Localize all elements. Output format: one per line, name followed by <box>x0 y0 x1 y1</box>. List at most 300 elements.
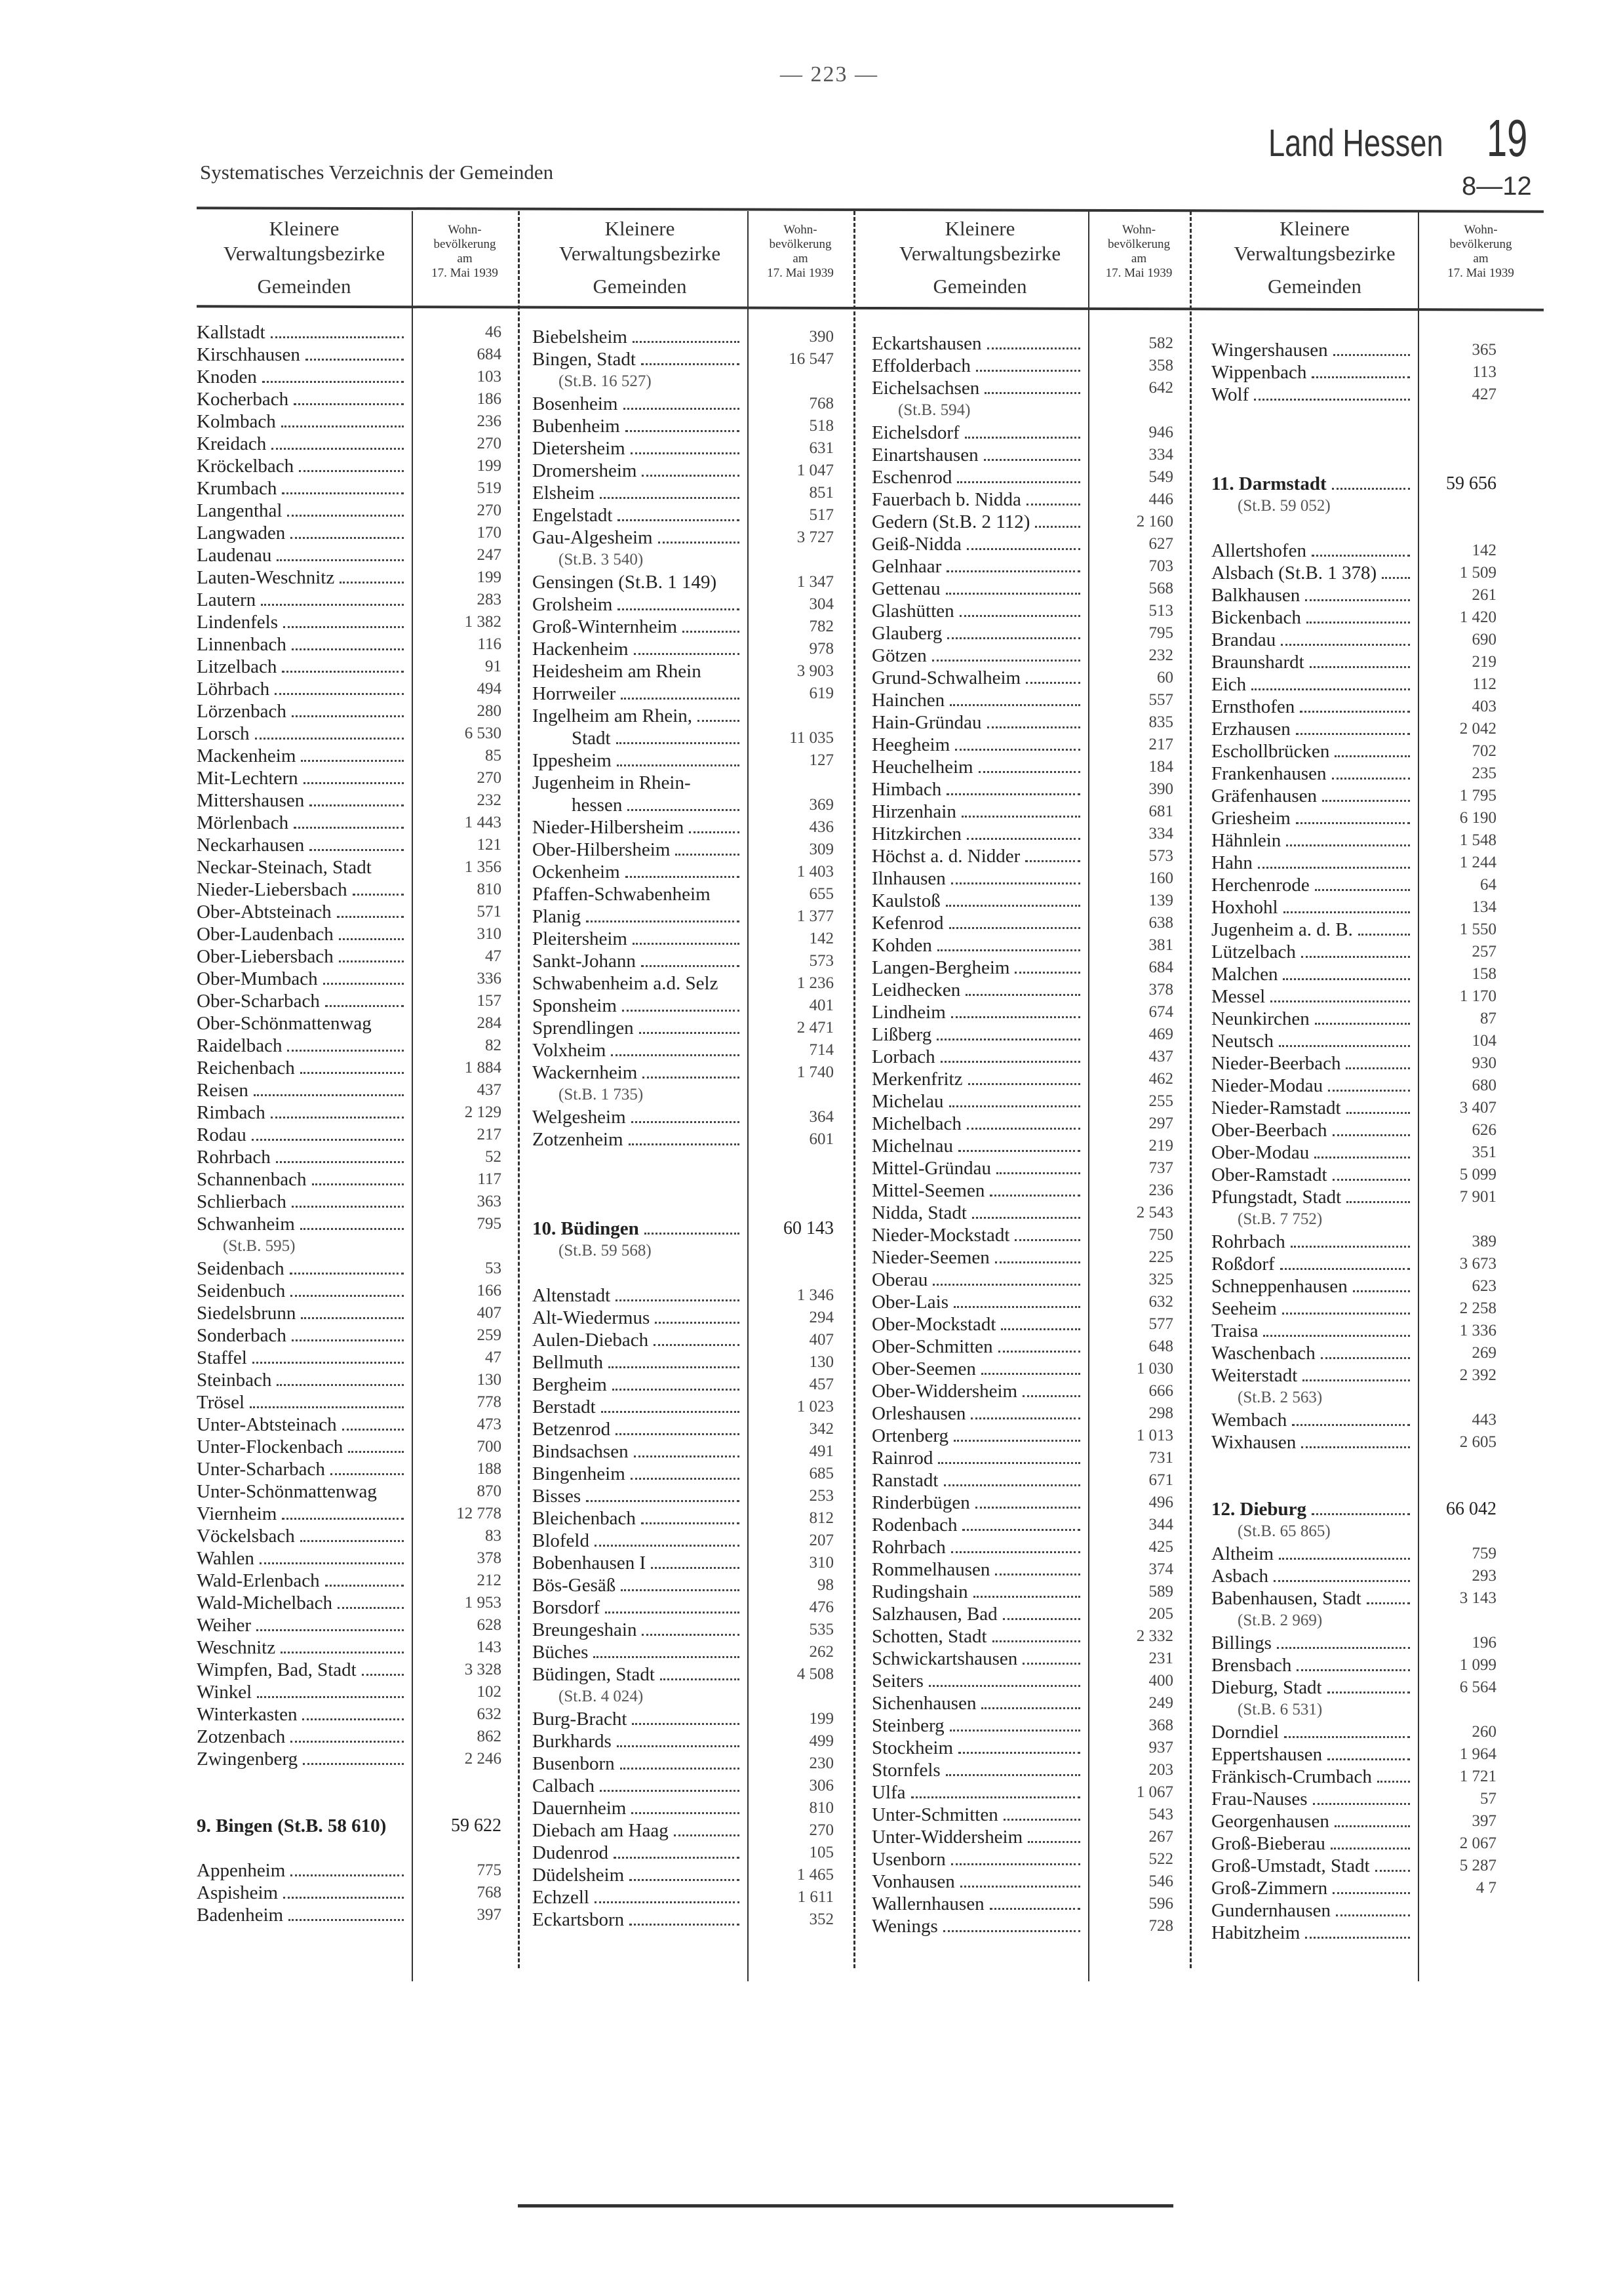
population-value: 64 <box>1480 876 1496 894</box>
dot-leader <box>1297 1669 1410 1671</box>
population-value: 2 246 <box>464 1750 501 1768</box>
municipality-name: Allertshofen <box>1211 540 1306 561</box>
table-row <box>532 1864 834 1886</box>
population-value: 491 <box>809 1442 834 1460</box>
table-row <box>1211 384 1496 406</box>
population-value: 407 <box>809 1331 834 1349</box>
municipality-name: Grolsheim <box>532 594 613 615</box>
population-value: 573 <box>1148 847 1173 865</box>
census-note-row <box>532 1084 743 1106</box>
population-value: 205 <box>1148 1605 1173 1623</box>
dot-leader <box>340 582 404 584</box>
dot-leader <box>967 548 1080 550</box>
population-value: 336 <box>477 970 501 987</box>
table-row <box>872 734 1173 756</box>
population-value: 260 <box>1472 1723 1496 1741</box>
table-row <box>197 678 501 700</box>
dot-leader <box>1302 1379 1410 1381</box>
municipality-name: Sponsheim <box>532 995 617 1016</box>
municipality-name: Eppertshausen <box>1211 1744 1323 1765</box>
municipality-name: Ober-Scharbach <box>197 991 320 1012</box>
table-row <box>197 1859 501 1882</box>
municipality-name: Wahlen <box>197 1548 254 1569</box>
municipality-name: Ober-Mockstadt <box>872 1314 996 1335</box>
population-value: 768 <box>477 1884 501 1901</box>
dot-leader <box>262 381 404 383</box>
population-value: 217 <box>1148 736 1173 753</box>
municipality-name: Krumbach <box>197 478 277 499</box>
population-value: 403 <box>1472 698 1496 715</box>
dot-leader <box>631 1121 739 1123</box>
table-row <box>872 1804 1173 1826</box>
dot-leader <box>1367 1602 1410 1604</box>
table-row <box>1211 1186 1496 1208</box>
population-value: 690 <box>1472 631 1496 648</box>
table-row <box>1211 762 1496 785</box>
table-row <box>197 1480 501 1503</box>
dot-leader <box>954 1306 1080 1308</box>
dot-leader <box>1312 555 1410 557</box>
population-value: 232 <box>477 791 501 809</box>
municipality-name: Heuchelheim <box>872 757 973 778</box>
header-line: Wohn- <box>448 223 482 237</box>
dot-leader <box>654 1344 739 1346</box>
table-row <box>197 990 501 1012</box>
dot-leader <box>976 370 1080 372</box>
municipality-name: Bingen, Stadt <box>532 349 636 370</box>
table-row <box>872 377 1173 399</box>
dot-leader <box>1332 778 1410 780</box>
dot-leader <box>301 760 404 762</box>
table-row <box>1211 1231 1496 1253</box>
municipality-name: Kocherbach <box>197 389 289 410</box>
population-value: 648 <box>1148 1337 1173 1355</box>
dot-leader <box>951 1863 1080 1865</box>
table-row <box>1211 1632 1496 1654</box>
dot-leader <box>1331 1848 1410 1850</box>
dot-leader <box>300 1228 404 1230</box>
table-row <box>197 1458 501 1480</box>
population-value: 112 <box>1472 675 1496 693</box>
table-row <box>197 1659 501 1681</box>
population-value: 188 <box>477 1460 501 1478</box>
table-row <box>1211 740 1496 762</box>
table-row <box>532 1797 834 1819</box>
table-row <box>197 700 501 722</box>
table-row <box>872 801 1173 823</box>
municipality-name: Burkhards <box>532 1731 612 1752</box>
dot-leader <box>1377 1781 1410 1783</box>
population-value: 103 <box>477 368 501 386</box>
table-row <box>872 867 1173 890</box>
population-value: 3 328 <box>464 1661 501 1678</box>
municipality-name: (St.B. 7 752) <box>1238 1210 1323 1228</box>
population-value: 446 <box>1148 490 1173 508</box>
population-value: 270 <box>477 502 501 519</box>
dot-leader <box>616 1433 739 1435</box>
dot-leader <box>1286 844 1410 846</box>
municipality-name: Groß-Umstadt, Stadt <box>1211 1855 1370 1876</box>
municipality-name: Herchenrode <box>1211 875 1310 896</box>
municipality-name: Fauerbach b. Nidda <box>872 489 1021 510</box>
dot-leader <box>1274 1580 1410 1582</box>
dot-leader <box>252 1139 404 1141</box>
table-row <box>532 1485 834 1507</box>
municipality-name: Stornfels <box>872 1760 941 1781</box>
header-line: 17. Mai 1939 <box>431 266 498 280</box>
municipality-name: Balkhausen <box>1211 585 1300 606</box>
municipality-name: Merkenfritz <box>872 1069 963 1090</box>
municipality-name: Ulfa <box>872 1782 906 1803</box>
population-value: 930 <box>1472 1054 1496 1072</box>
municipality-name: Michelbach <box>872 1113 962 1134</box>
table-row <box>872 1603 1173 1625</box>
table-row <box>532 1418 834 1440</box>
dot-leader <box>1279 1045 1410 1047</box>
table-row <box>872 1648 1173 1670</box>
dot-leader <box>283 626 404 628</box>
municipality-name: Nieder-Modau <box>1211 1075 1323 1096</box>
dot-leader <box>277 559 404 561</box>
dot-leader <box>281 426 404 427</box>
dot-leader <box>631 1478 739 1480</box>
table-row <box>1211 896 1496 919</box>
population-value: 381 <box>1148 936 1173 954</box>
municipality-name: Mörlenbach <box>197 812 289 833</box>
table-row <box>872 1692 1173 1714</box>
population-value: 2 160 <box>1136 513 1173 530</box>
table-row <box>1211 1030 1496 1052</box>
table-row <box>1211 1743 1496 1766</box>
table-row <box>872 689 1173 711</box>
municipality-name: Bosenheim <box>532 393 618 414</box>
table-row <box>532 928 834 950</box>
table-row <box>197 1369 501 1391</box>
municipality-name: 12. Dieburg <box>1211 1499 1306 1520</box>
dot-leader <box>950 1730 1080 1732</box>
table-row <box>532 437 834 460</box>
municipality-name: Ernsthofen <box>1211 696 1295 717</box>
population-value: 2 129 <box>464 1103 501 1121</box>
population-value: 334 <box>1148 446 1173 464</box>
dot-leader <box>254 1094 404 1096</box>
census-note-row <box>1211 1387 1414 1409</box>
table-row <box>1211 1431 1496 1454</box>
population-value: 47 <box>485 947 501 965</box>
municipality-name: Dauernheim <box>532 1798 627 1819</box>
table-row <box>532 1886 834 1909</box>
dot-leader <box>339 938 404 940</box>
population-value: 116 <box>477 635 501 653</box>
municipality-name: (St.B. 59 052) <box>1238 497 1331 515</box>
table-row <box>532 861 834 883</box>
column-header-population <box>412 223 518 281</box>
municipality-name: Pfaffen-Schwabenheim <box>532 884 711 905</box>
municipality-name: Langenthal <box>197 500 283 521</box>
population-value: 142 <box>809 930 834 947</box>
dot-leader <box>600 497 739 499</box>
municipality-name: Hoxhohl <box>1211 897 1278 918</box>
population-value: 1 067 <box>1136 1783 1173 1801</box>
table-row <box>1211 785 1496 807</box>
population-value: 297 <box>1148 1115 1173 1132</box>
municipality-name: Götzen <box>872 645 927 666</box>
dot-leader <box>290 1273 404 1275</box>
dot-leader <box>1282 1313 1410 1315</box>
district-range: 8—12 <box>1462 172 1532 201</box>
dot-leader <box>966 994 1080 996</box>
dot-leader <box>1315 1023 1410 1025</box>
table-row <box>872 488 1173 511</box>
population-value: 121 <box>477 836 501 854</box>
municipality-name: Glauberg <box>872 623 943 644</box>
municipality-name: Blofeld <box>532 1530 589 1551</box>
municipality-name: Unter-Scharbach <box>197 1459 325 1480</box>
municipality-name: Ober-Mumbach <box>197 968 318 989</box>
dot-leader <box>947 570 1080 572</box>
municipality-name: Schwabenheim a.d. Selz <box>532 973 718 994</box>
municipality-name: Grund-Schwalheim <box>872 667 1021 688</box>
section-divider <box>518 211 520 1968</box>
table-row <box>1211 1164 1496 1186</box>
header-line: bevölkerung <box>433 237 496 251</box>
population-value: 642 <box>1148 379 1173 397</box>
municipality-name: Busenborn <box>532 1753 615 1774</box>
municipality-name: Michelnau <box>872 1136 954 1157</box>
population-value: 231 <box>1148 1650 1173 1667</box>
municipality-name: Seeheim <box>1211 1298 1277 1319</box>
population-value: 703 <box>1148 557 1173 575</box>
dot-leader <box>1035 526 1080 528</box>
population-value: 235 <box>1472 764 1496 782</box>
municipality-name: Hahn <box>1211 852 1253 873</box>
dot-leader <box>1310 666 1410 668</box>
dot-leader <box>1301 1446 1410 1448</box>
population-value: 310 <box>477 925 501 943</box>
dot-leader <box>257 1696 404 1698</box>
table-row <box>197 589 501 611</box>
population-value: 98 <box>817 1576 834 1594</box>
table-row <box>197 656 501 678</box>
municipality-name: Reisen <box>197 1080 248 1101</box>
municipality-name: Lißberg <box>872 1024 932 1045</box>
population-value: 199 <box>477 568 501 586</box>
municipality-name: Aspisheim <box>197 1882 279 1903</box>
table-row <box>197 1035 501 1057</box>
table-row <box>532 705 743 727</box>
municipality-name: Borsdorf <box>532 1597 600 1618</box>
municipality-name: Salzhausen, Bad <box>872 1604 998 1625</box>
municipality-name: Griesheim <box>1211 808 1291 829</box>
dot-leader <box>642 475 739 477</box>
table-row <box>532 504 834 526</box>
district-row <box>1211 473 1496 495</box>
municipality-name: Rimbach <box>197 1102 265 1123</box>
population-value: 978 <box>809 640 834 658</box>
header-line: Wohn- <box>1122 223 1156 237</box>
dot-leader <box>951 882 1080 884</box>
table-row <box>532 749 834 772</box>
table-row <box>872 1514 1173 1536</box>
population-value: 104 <box>1472 1032 1496 1050</box>
dot-leader <box>1028 1841 1080 1843</box>
population-value: 737 <box>1148 1159 1173 1177</box>
dot-leader <box>1333 1892 1410 1894</box>
dot-leader <box>631 452 739 454</box>
population-value: 535 <box>809 1621 834 1638</box>
population-value: 768 <box>809 395 834 412</box>
header-line: bevölkerung <box>1108 237 1170 251</box>
table-row <box>1211 1297 1496 1320</box>
dot-leader <box>1015 972 1080 974</box>
dot-leader <box>1023 1395 1080 1397</box>
dot-leader <box>655 1322 739 1324</box>
municipality-name: Langen-Bergheim <box>872 957 1010 978</box>
population-value: 1 550 <box>1459 920 1496 938</box>
population-value: 3 903 <box>796 662 834 680</box>
dot-leader <box>632 1723 739 1725</box>
population-value: 714 <box>809 1041 834 1059</box>
table-row <box>872 1224 1173 1246</box>
table-row <box>1211 1097 1496 1119</box>
population-value: 778 <box>477 1393 501 1411</box>
municipality-name: Usenborn <box>872 1849 946 1870</box>
municipality-name: Unter-Schmitten <box>872 1804 998 1825</box>
dot-leader <box>323 983 404 985</box>
population-value: 1 420 <box>1459 608 1496 626</box>
municipality-name: Eckartsborn <box>532 1909 625 1930</box>
census-note-row <box>532 1240 743 1262</box>
population-value: 666 <box>1148 1382 1173 1400</box>
population-value: 6 564 <box>1459 1678 1496 1696</box>
table-row <box>532 571 834 593</box>
population-value: 1 347 <box>796 573 834 591</box>
dot-leader <box>951 1551 1080 1553</box>
dot-leader <box>1292 1424 1410 1426</box>
municipality-name: 10. Büdingen <box>532 1218 639 1239</box>
census-note-row <box>1211 1520 1414 1543</box>
municipality-name: (St.B. 59 568) <box>558 1242 652 1259</box>
dot-leader <box>290 537 404 539</box>
dot-leader <box>600 1790 739 1792</box>
dot-leader <box>1314 1157 1410 1158</box>
population-value: 157 <box>477 992 501 1010</box>
table-row <box>872 555 1173 578</box>
municipality-name: Oberau <box>872 1269 928 1290</box>
municipality-name: Mit-Lechtern <box>197 768 298 789</box>
population-value: 158 <box>1472 965 1496 983</box>
table-row <box>197 879 501 901</box>
population-value: 400 <box>1148 1672 1173 1690</box>
population-value: 517 <box>809 506 834 524</box>
municipality-name: Ober-Laudenbach <box>197 924 334 945</box>
population-value: 2 543 <box>1136 1204 1173 1221</box>
municipality-name: Langwaden <box>197 523 286 544</box>
population-value: 130 <box>809 1353 834 1371</box>
population-value: 437 <box>1148 1048 1173 1065</box>
population-value: 1 030 <box>1136 1360 1173 1377</box>
population-value: 632 <box>1148 1293 1173 1311</box>
dot-leader <box>932 660 1080 662</box>
dot-leader <box>1375 1870 1410 1872</box>
dot-leader <box>292 648 404 650</box>
municipality-name: Hainchen <box>872 690 945 711</box>
table-row <box>872 912 1173 934</box>
dot-leader <box>1346 1112 1410 1114</box>
dot-leader <box>1296 733 1410 735</box>
population-value: 1 346 <box>796 1286 834 1304</box>
population-value: 518 <box>809 417 834 435</box>
population-value: 207 <box>809 1532 834 1549</box>
table-row <box>1211 584 1496 606</box>
dot-leader <box>990 1908 1080 1910</box>
dot-leader <box>593 1656 739 1658</box>
population-value: 102 <box>477 1683 501 1701</box>
dot-leader <box>979 771 1080 773</box>
table-row <box>532 1819 834 1842</box>
census-note-row <box>532 1686 743 1708</box>
dot-leader <box>1305 599 1410 601</box>
municipality-name: Erzhausen <box>1211 719 1291 740</box>
table-row <box>872 1848 1173 1870</box>
population-value: 775 <box>477 1861 501 1879</box>
dot-leader <box>946 905 1080 907</box>
table-row <box>1211 919 1496 941</box>
dot-leader <box>300 1540 404 1542</box>
dot-leader <box>629 1879 739 1881</box>
municipality-name: Winterkasten <box>197 1704 298 1725</box>
column-header-population <box>1418 223 1544 281</box>
dot-leader <box>954 1440 1080 1442</box>
municipality-name: Eschollbrücken <box>1211 741 1330 762</box>
dot-leader <box>1312 376 1410 378</box>
dot-leader <box>290 1741 404 1743</box>
dot-leader <box>1254 399 1410 401</box>
table-row <box>532 1663 834 1686</box>
population-value: 53 <box>485 1259 501 1277</box>
population-value: 284 <box>477 1014 501 1032</box>
table-row <box>532 616 834 638</box>
population-value: 2 605 <box>1459 1433 1496 1451</box>
table-row <box>872 1670 1173 1692</box>
table-row <box>197 388 501 410</box>
municipality-name: Schotten, Stadt <box>872 1626 987 1647</box>
header-line: Wohn- <box>783 223 817 237</box>
municipality-name: Wald-Erlenbach <box>197 1570 320 1591</box>
population-value: 469 <box>1148 1025 1173 1043</box>
population-value: 1 244 <box>1459 854 1496 871</box>
dot-leader <box>621 698 739 700</box>
dot-leader <box>629 1143 739 1145</box>
municipality-name: Weiher <box>197 1615 252 1636</box>
table-row <box>1211 1721 1496 1743</box>
municipality-name: Bergheim <box>532 1374 607 1395</box>
table-row <box>197 901 501 923</box>
dot-leader <box>287 1050 404 1052</box>
population-value: 425 <box>1148 1538 1173 1556</box>
municipality-name: Lindheim <box>872 1002 946 1023</box>
state-number: 19 <box>1487 109 1528 167</box>
population-value: 249 <box>1148 1694 1173 1712</box>
municipality-name: Steinberg <box>872 1715 945 1736</box>
population-value: 601 <box>809 1130 834 1148</box>
dot-leader <box>641 363 739 365</box>
dot-leader <box>633 341 739 343</box>
table-row <box>1211 1877 1496 1899</box>
dot-leader <box>631 1812 739 1814</box>
population-value: 638 <box>1148 914 1173 932</box>
population-value: 160 <box>1148 869 1173 887</box>
